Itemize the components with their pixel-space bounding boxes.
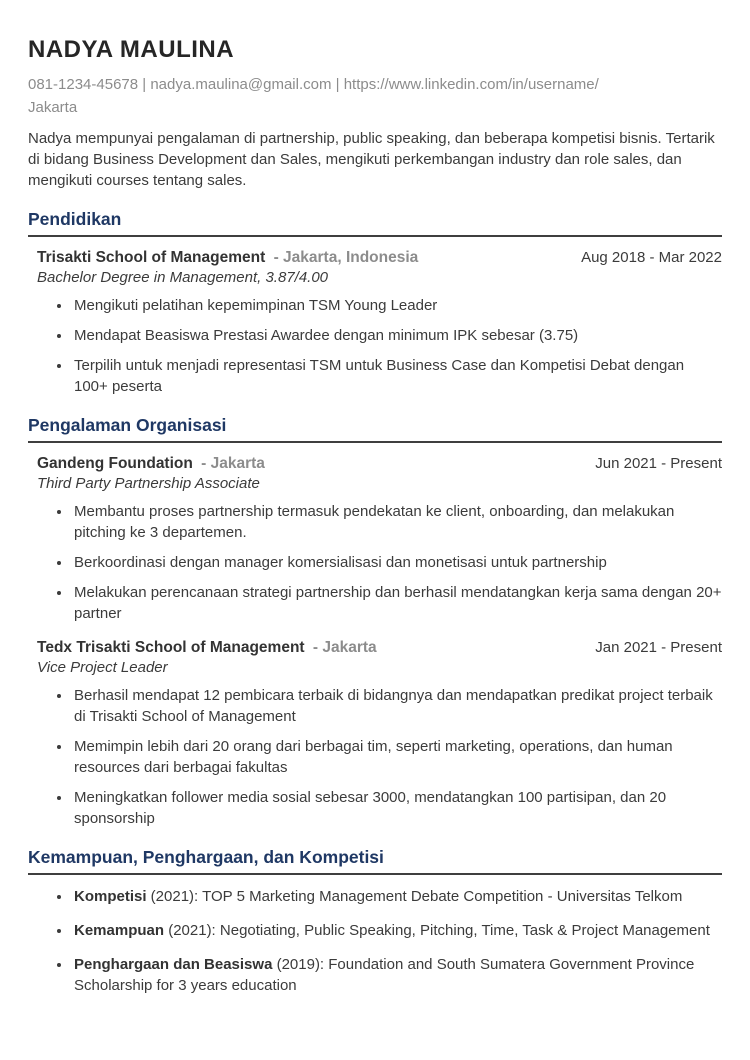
experience-entry: [28, 638, 722, 829]
bullet-list: [28, 685, 722, 829]
section-pengalaman-organisasi: [28, 415, 722, 829]
section-kemampuan-penghargaan-kompetisi: [28, 847, 722, 996]
entry-header: [28, 248, 722, 268]
entry-role: Third Party Partnership Associate: [37, 475, 260, 492]
entry-header: [28, 638, 722, 658]
section-pendidikan: [28, 209, 722, 397]
entry-date: Jun 2021 - Present: [595, 455, 722, 472]
section-divider: [28, 873, 722, 875]
org-name: Tedx Trisakti School of Management: [37, 639, 305, 656]
section-divider: [28, 441, 722, 443]
org-location: - Jakarta: [201, 455, 265, 472]
entry-role: Vice Project Leader: [37, 659, 168, 676]
entry-header: [28, 454, 722, 474]
education-entry: [28, 248, 722, 397]
bullet-text: (2021): TOP 5 Marketing Management Debate Competition - Universitas Telkom: [146, 888, 683, 905]
bullet-item: • Melakukan perencanaan strategi partnership dan berhasil mendatangkan kerja sama dengan 20+ partner: [72, 582, 722, 624]
bullet-item: [72, 954, 722, 996]
person-name: NADYA MAULINA: [28, 36, 235, 63]
bullet-item: [72, 920, 722, 941]
bullet-list: [28, 501, 722, 624]
section-title-kemampuan: Kemampuan, Penghargaan, dan Kompetisi: [28, 847, 384, 867]
entry-org-line: [37, 638, 377, 658]
skills-bullet-list: [28, 886, 722, 996]
summary-paragraph: Nadya mempunyai pengalaman di partnership, public speaking, dan beberapa kompetisi bisnis. Tertarik di bidang Business Development dan Sales, mengikuti perkembangan industry dan role sales, dan mengikuti courses tentang sales.: [28, 130, 715, 189]
org-name: Trisakti School of Management: [37, 249, 266, 266]
location-line: Jakarta: [28, 99, 78, 116]
org-location: - Jakarta, Indonesia: [273, 249, 419, 266]
org-name: Gandeng Foundation: [37, 455, 193, 472]
bullet-item: • Membantu proses partnership termasuk pendekatan ke client, onboarding, dan melakukan pitching ke 3 departemen.: [72, 501, 722, 543]
bullet-lead: Penghargaan dan Beasiswa: [74, 956, 273, 973]
entry-org-line: [37, 248, 418, 268]
bullet-item: [72, 886, 722, 907]
bullet-item: • Berkoordinasi dengan manager komersialisasi dan monetisasi untuk partnership: [72, 552, 722, 573]
org-location: - Jakarta: [312, 639, 377, 656]
entry-date: Jan 2021 - Present: [595, 639, 722, 656]
section-title-pengalaman: Pengalaman Organisasi: [28, 415, 227, 435]
bullet-item: • Meningkatkan follower media sosial sebesar 3000, mendatangkan 100 partisipan, dan 20 sponsorship: [72, 787, 722, 829]
experience-entry: [28, 454, 722, 624]
bullet-lead: Kemampuan: [74, 922, 165, 939]
bullet-text: (2019): Foundation and South Sumatera Government Province Scholarship for 3 years education: [74, 956, 695, 994]
bullet-item: • Mendapat Beasiswa Prestasi Awardee dengan minimum IPK sebesar (3.75): [72, 325, 722, 346]
bullet-list: [28, 295, 722, 397]
bullet-item: • Terpilih untuk menjadi representasi TSM untuk Business Case dan Kompetisi Debat dengan 100+ peserta: [72, 355, 722, 397]
entry-org-line: [37, 454, 265, 474]
contact-line: 081-1234-45678 | nadya.maulina@gmail.com | https://www.linkedin.com/in/username/: [28, 76, 599, 93]
bullet-lead: Kompetisi: [74, 888, 147, 905]
section-title-pendidikan: Pendidikan: [28, 209, 122, 229]
entry-degree: Bachelor Degree in Management, 3.87/4.00: [37, 269, 329, 286]
bullet-item: • Memimpin lebih dari 20 orang dari berbagai tim, seperti marketing, operations, dan human resources dari berbagai fakultas: [72, 736, 722, 778]
entry-date: Aug 2018 - Mar 2022: [581, 249, 722, 266]
section-divider: [28, 235, 722, 237]
bullet-text: (2021): Negotiating, Public Speaking, Pitching, Time, Task & Project Management: [164, 922, 710, 939]
bullet-item: • Berhasil mendapat 12 pembicara terbaik di bidangnya dan mendapatkan predikat project terbaik di Trisakti School of Management: [72, 685, 722, 727]
bullet-item: • Mengikuti pelatihan kepemimpinan TSM Young Leader: [72, 295, 722, 316]
